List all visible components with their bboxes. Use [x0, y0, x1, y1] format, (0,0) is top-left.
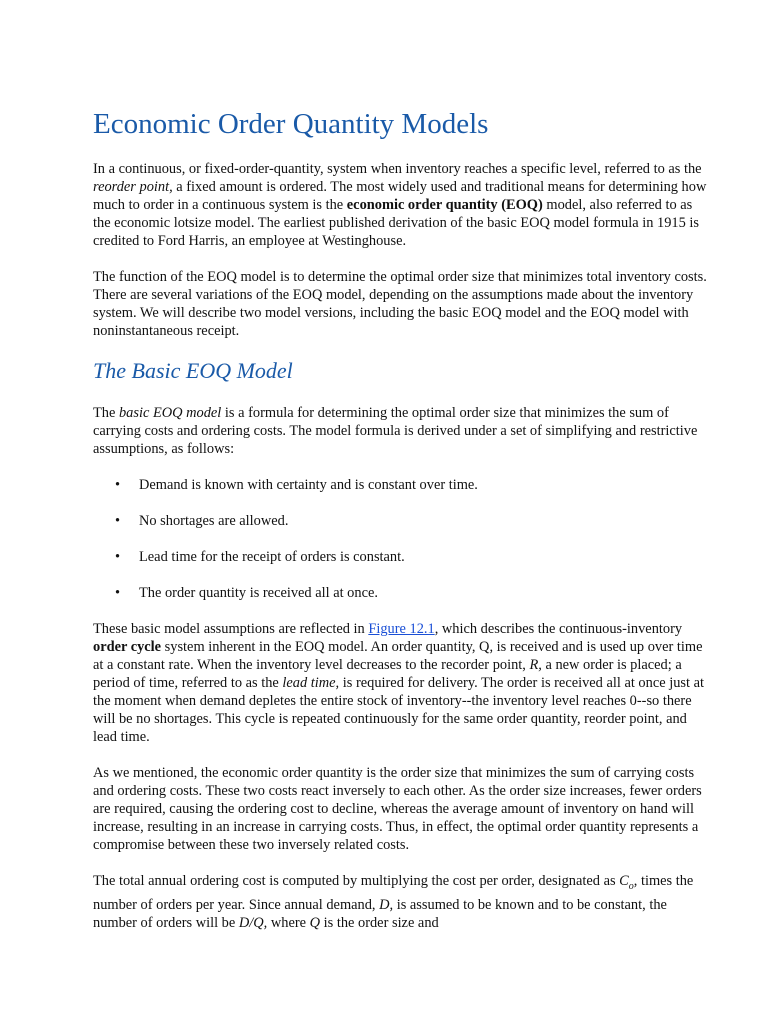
paragraph-basic-model: The basic EOQ model is a formula for determining the optimal order size that minimizes the sum of carrying costs and ordering costs. The model formula is derived under a set of simplifying and restrictive assumptions, as follows: [93, 405, 698, 457]
term-lead-time: lead time, [282, 675, 340, 691]
term-order-cycle: order cycle [93, 639, 162, 655]
list-item: • Lead time for the receipt of orders is constant. [115, 549, 405, 565]
paragraph-function: The function of the EOQ model is to determine the optimal order size that minimizes total inventory costs. There are several variations of the EOQ model, depending on the assumptions made about the inventory system. We will describe two model versions, including the basic EOQ model and the EOQ model with noninstantaneous receipt. [93, 269, 707, 339]
paragraph-intro: In a continuous, or fixed-order-quantity, system when inventory reaches a specific level, referred to as the reorder point, a fixed amount is ordered. The most widely used and traditional means for determining how much to order in a continuous system is the economic order quantity (EOQ) model, also referred to as the economic lotsize model. The earliest published derivation of the basic EOQ model formula in 1915 is credited to Ford Harris, an employee at Westinghouse. [93, 161, 707, 249]
list-item: • Demand is known with certainty and is constant over time. [115, 477, 478, 493]
page-title: Economic Order Quantity Models [93, 108, 489, 140]
figure-12-1-link[interactable]: Figure 12.1 [368, 621, 435, 637]
bullet-icon: • [115, 549, 121, 565]
paragraph-order-cycle: These basic model assumptions are reflected in Figure 12.1, which describes the continuous-inventory order cycle system inherent in the EOQ model. An order quantity, Q, is received and is used up over time at a constant rate. When the inventory level decreases to the recorder point, R, a new order is placed; a period of time, referred to as the lead time, is required for delivery. The order is received all at once just at the moment when demand depletes the entire stock of inventory--the inventory level reaches 0--so there will be no shortages. This cycle is repeated continuously for the same order quantity, reorder point, and lead time. [93, 621, 704, 745]
bullet-icon: • [115, 585, 121, 601]
assumptions-list [93, 476, 708, 602]
list-item: • The order quantity is received all at once. [115, 585, 378, 601]
section-heading: The Basic EOQ Model [93, 358, 293, 383]
bullet-icon: • [115, 477, 121, 493]
paragraph-costs: As we mentioned, the economic order quantity is the order size that minimizes the sum of carrying costs and ordering costs. These two costs react inversely to each other. As the order size increases, fewer orders are required, causing the ordering cost to decline, whereas the average amount of inventory on hand will increase, resulting in an increase in carrying costs. Thus, in effect, the optimal order quantity represents a compromise between these two inversely related costs. [93, 765, 702, 853]
list-item: • No shortages are allowed. [115, 513, 289, 529]
paragraph-ordering-cost: The total annual ordering cost is computed by multiplying the cost per order, designated as $C_o$, times the number of orders per year. Since annual demand, D, is assumed to be known and to be constant, the number of orders will be D/Q, where Q is the order size and [93, 873, 694, 931]
term-reorder-point: reorder point, [93, 179, 173, 195]
term-eoq: economic order quantity (EOQ) [346, 197, 543, 213]
term-basic-eoq-model: basic EOQ model [118, 405, 222, 421]
bullet-icon: • [115, 513, 121, 529]
